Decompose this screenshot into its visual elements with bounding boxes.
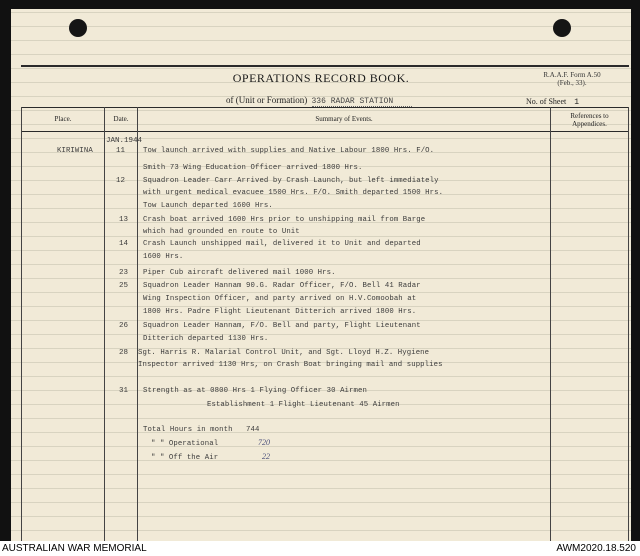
page-title: OPERATIONS RECORD BOOK.: [232, 71, 410, 85]
summary-line: Smith 73 Wing Education Officer arrived 1800 Hrs.: [143, 164, 363, 172]
summary-line: Tow Launch departed 1600 Hrs.: [143, 202, 273, 210]
form-reference-date: (Feb., 33).: [557, 79, 587, 87]
unit-value: 336 RADAR STATION: [312, 97, 412, 107]
total-hours-value: 744: [246, 426, 260, 434]
column-header-references-line2: Appendices.: [572, 120, 607, 128]
record-sheet: [11, 9, 631, 541]
summary-line: Wing Inspection Officer, and party arrived on H.V.Comoobah at: [143, 295, 417, 303]
unit-line: [226, 95, 412, 107]
summary-line: Crash Launch unshipped mail, delivered it to Unit and departed: [143, 240, 421, 248]
summary-line: Piper Cub aircraft delivered mail 1000 Hrs.: [143, 269, 336, 277]
form-reference-number: R.A.A.F. Form A.50: [543, 71, 601, 79]
punch-hole-right: [553, 19, 571, 37]
total-hours-label: Total Hours in month: [143, 426, 233, 434]
summary-line: Sgt. Harris R. Malarial Control Unit, and Sgt. Lloyd H.Z. Hygiene: [138, 349, 430, 357]
off-air-hours-value: 22: [262, 452, 270, 461]
summary-line: with urgent medical evacuee 1500 Hrs. F/O. Smith departed 1500 Hrs.: [143, 189, 444, 197]
date-cell: 23: [119, 269, 129, 277]
date-cell: 28: [119, 349, 129, 357]
unit-label: of (Unit or Formation): [226, 95, 308, 105]
summary-line: 1800 Hrs. Padre Flight Lieutenant Ditterich arrived 1800 Hrs.: [143, 308, 417, 316]
summary-line: Crash boat arrived 1600 Hrs prior to unshipping mail from Barge: [143, 216, 426, 224]
summary-line: Squadron Leader Hannam 90.G. Radar Officer, F/O. Bell 41 Radar: [143, 282, 421, 290]
column-header-summary: Summary of Events.: [315, 115, 373, 123]
summary-line: Squadron Leader Carr Arrived by Crash Launch, but left immediately: [143, 177, 439, 185]
date-cell: 31: [119, 387, 129, 395]
column-divider-date: [137, 107, 138, 541]
date-cell: 11: [116, 147, 126, 155]
summary-line: Tow launch arrived with supplies and Native Labour 1800 Hrs. F/O.: [143, 147, 435, 155]
top-rule: [21, 65, 629, 67]
operational-hours-value: 720: [258, 438, 270, 447]
summary-line: Squadron Leader Hannam, F/O. Bell and party, Flight Lieutenant: [143, 322, 421, 330]
sheet-value: 1: [568, 98, 585, 108]
punch-hole-left: [69, 19, 87, 37]
date-cell: 13: [119, 216, 129, 224]
summary-line: 1600 Hrs.: [143, 253, 184, 261]
date-cell: 12: [116, 177, 126, 185]
table-left-border: [21, 107, 22, 541]
sheet-label: No. of Sheet: [526, 97, 567, 106]
table-right-border: [628, 107, 629, 541]
form-reference: [537, 71, 607, 87]
off-air-hours-label: " " Off the Air: [151, 454, 219, 462]
archive-credit: AUSTRALIAN WAR MEMORIAL: [2, 543, 147, 554]
date-cell: 26: [119, 322, 129, 330]
month-label: JAN.1944: [106, 137, 143, 145]
header-bottom-rule: [21, 131, 629, 132]
operational-hours-label: " " Operational: [151, 440, 219, 448]
column-header-date: Date.: [113, 115, 129, 123]
table-top-rule: [21, 107, 629, 108]
column-divider-summary: [550, 107, 551, 541]
place-value: KIRIWINA: [57, 147, 93, 155]
column-header-place: Place.: [54, 115, 72, 123]
column-header-references: [551, 112, 628, 128]
column-header-references-line1: References to: [570, 112, 609, 120]
date-cell: 14: [119, 240, 129, 248]
summary-line: Inspector arrived 1130 Hrs, on Crash Boat bringing mail and supplies: [138, 361, 443, 369]
summary-line: Strength as at 0800 Hrs 1 Flying Officer 30 Airmen: [143, 387, 367, 395]
column-divider-place: [104, 107, 105, 541]
archive-reference: AWM2020.18.520: [556, 543, 636, 554]
sheet-number: [526, 97, 585, 107]
summary-line: Ditterich departed 1130 Hrs.: [143, 335, 269, 343]
summary-line: Establishment 1 Flight Lieutenant 45 Airmen: [207, 401, 400, 409]
summary-line: which had grounded en route to Unit: [143, 228, 300, 236]
date-cell: 25: [119, 282, 129, 290]
